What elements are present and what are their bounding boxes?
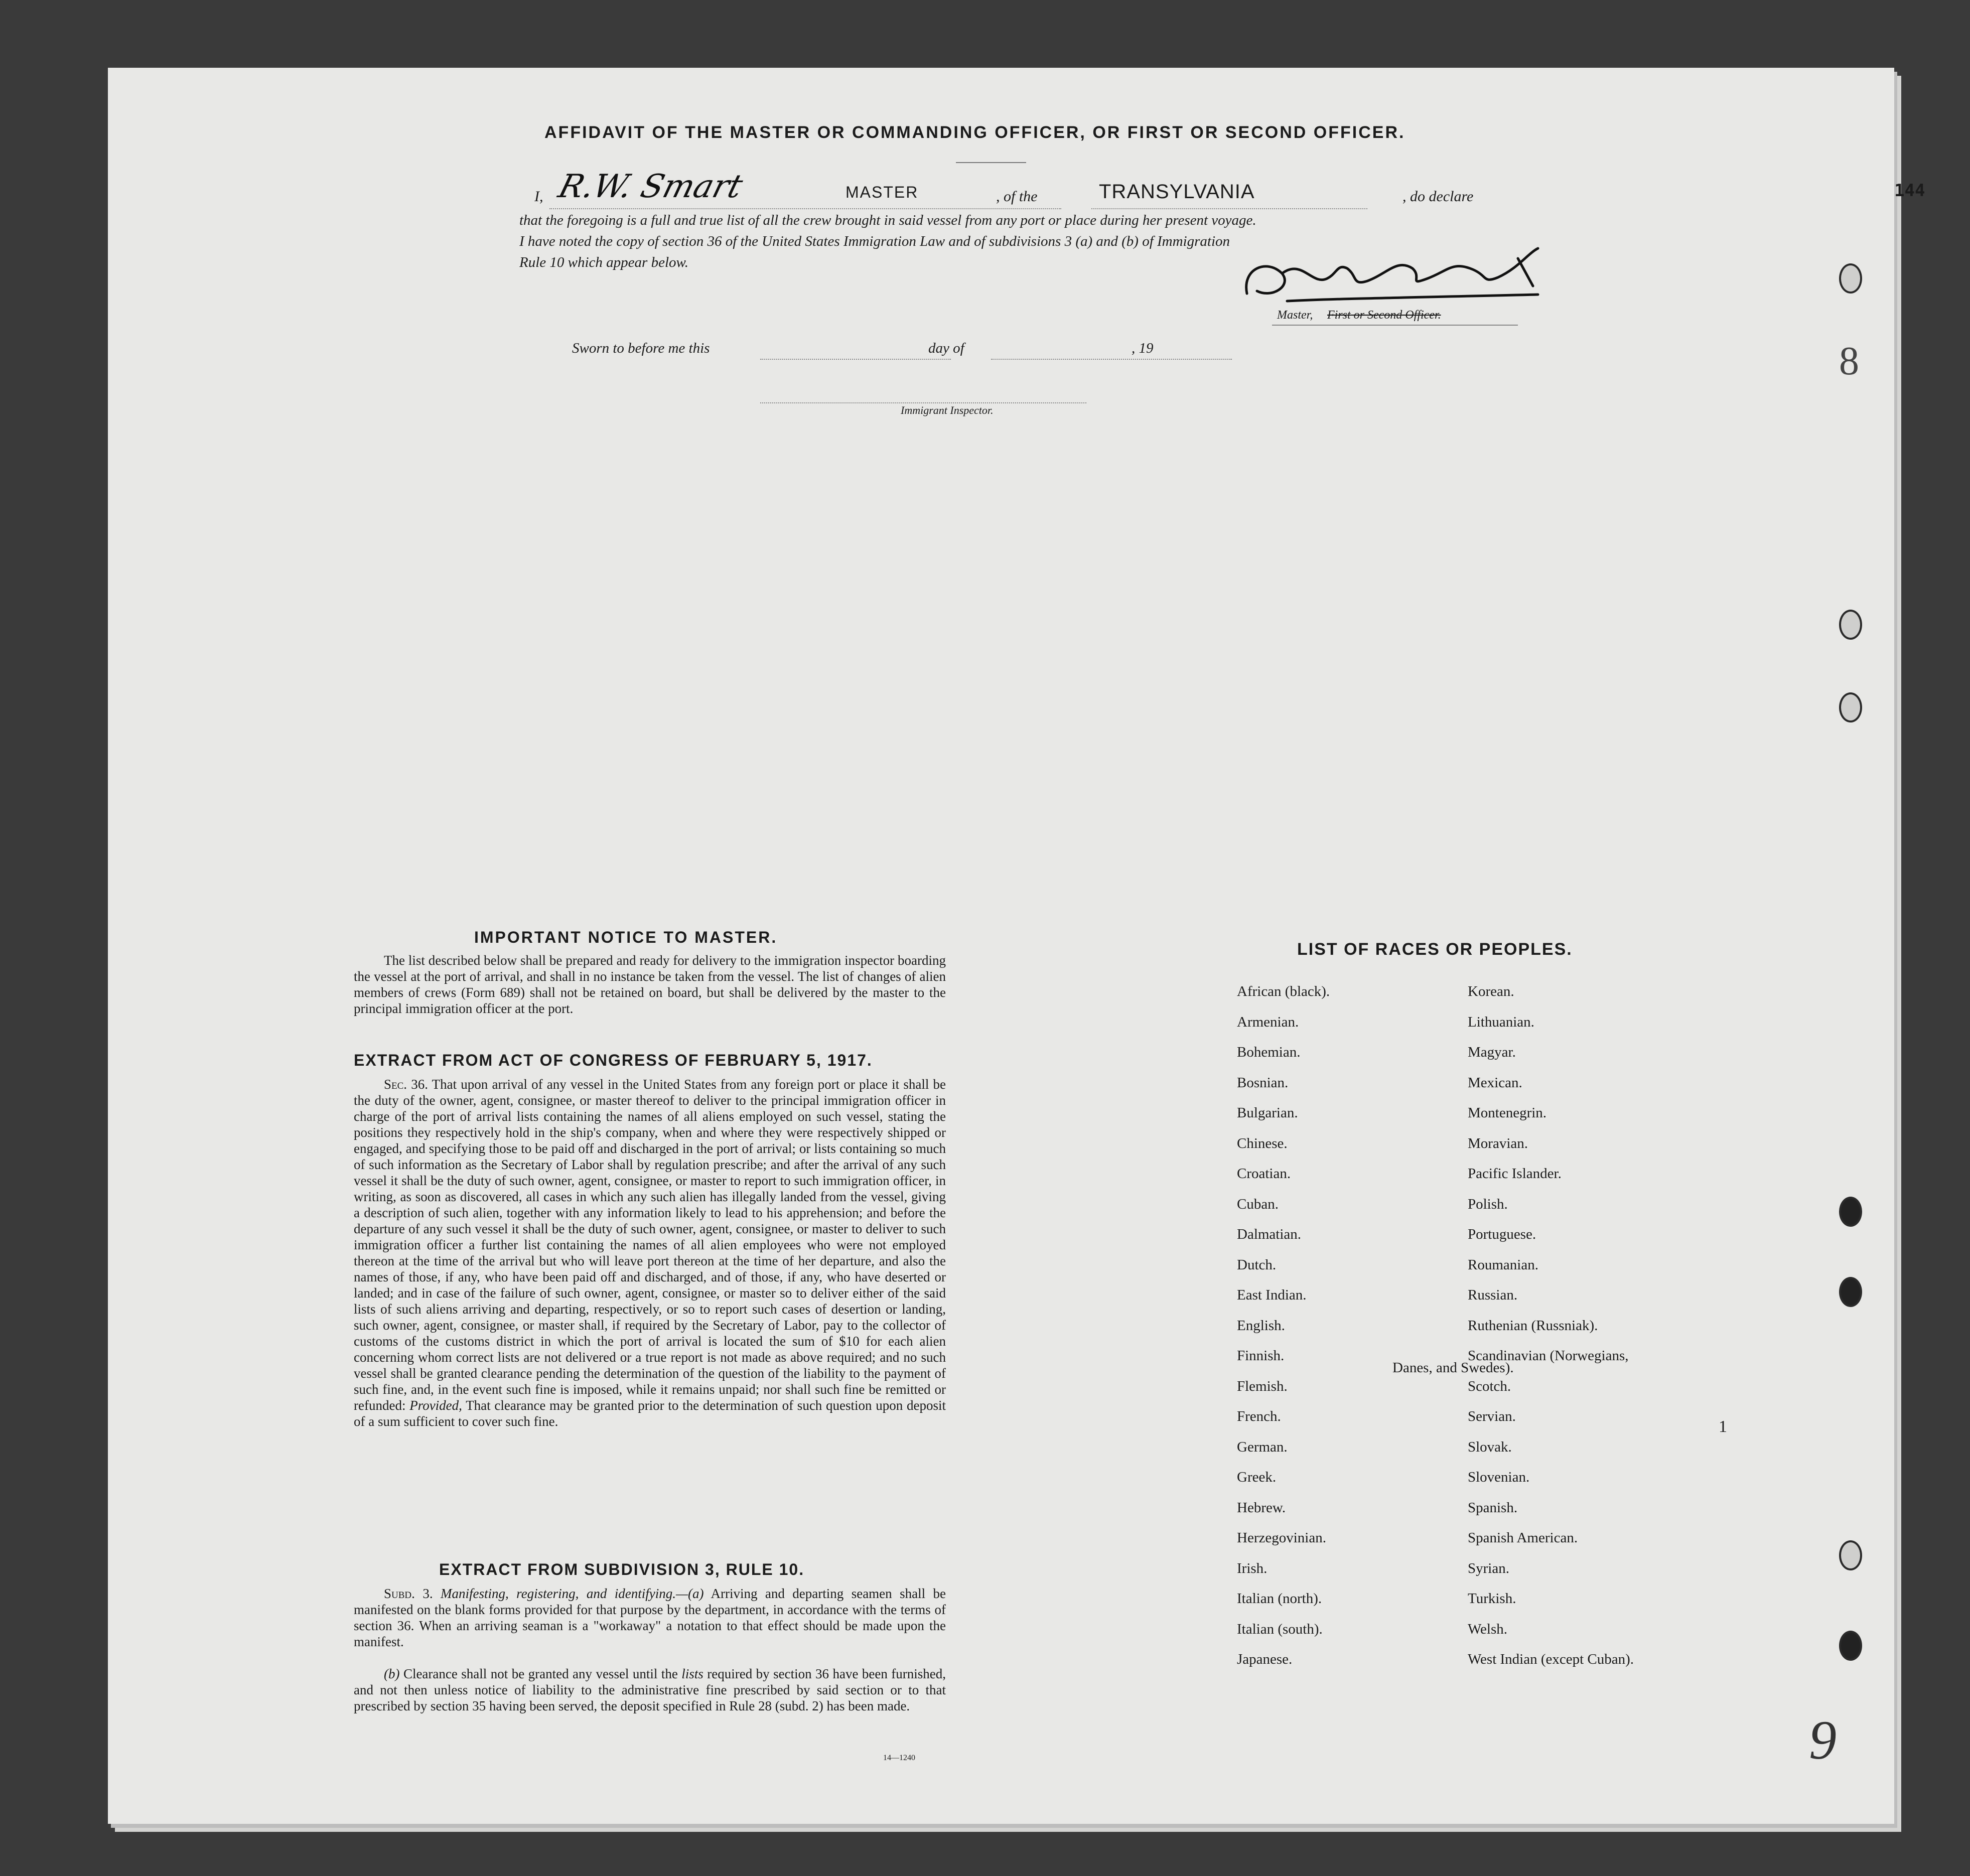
subd-title: Manifesting, registering, and identifying.—(a)	[441, 1586, 704, 1601]
race-item: Magyar.	[1468, 1044, 1516, 1060]
race-item: Bulgarian.	[1237, 1105, 1298, 1121]
day-of-label: day of	[928, 340, 964, 356]
race-item: Italian (north).	[1237, 1591, 1322, 1607]
race-item: Spanish.	[1468, 1499, 1518, 1516]
declare-label: , do declare	[1402, 188, 1474, 205]
race-item: Armenian.	[1237, 1014, 1299, 1030]
race-item: Ruthenian (Russniak).	[1468, 1317, 1598, 1334]
handwritten-mark: 9	[1809, 1709, 1837, 1771]
race-item: Slovak.	[1468, 1438, 1512, 1455]
para-b-text-2: required by section 36 have been furnished, and not then unless notice of liability to the administrative fine prescribed by said section or to that prescribed by section 35 having been served, the deposit specified in Rule 28 (subd. 2) has been made.	[354, 1666, 946, 1713]
sworn-label: Sworn to before me this	[572, 340, 710, 356]
race-item: Scandinavian (Norwegians,	[1468, 1348, 1629, 1364]
para-b-lists: lists	[681, 1666, 703, 1681]
race-item: Japanese.	[1237, 1651, 1293, 1667]
binder-hole-icon	[1839, 1631, 1862, 1661]
blank-line	[760, 401, 1086, 403]
affidavit-i: I,	[534, 188, 543, 205]
race-item: Hebrew.	[1237, 1499, 1286, 1516]
affidavit-line-4: Rule 10 which appear below.	[519, 254, 688, 270]
act-text-end: That clearance may be granted prior to the determination of such question upon deposit of a sum sufficient to cover such fine.	[354, 1398, 946, 1429]
race-item: English.	[1237, 1317, 1285, 1334]
rank-value: MASTER	[846, 183, 919, 201]
race-item: Irish.	[1237, 1560, 1268, 1576]
race-item: Lithuanian.	[1468, 1014, 1534, 1030]
race-item: Moravian.	[1468, 1135, 1528, 1151]
subd-label: Subd. 3.	[384, 1586, 433, 1601]
race-item: Flemish.	[1237, 1378, 1288, 1394]
signature-label-officer: First or Second Officer.	[1327, 309, 1441, 322]
blank-line	[760, 358, 951, 360]
signature-label-master: Master,	[1277, 309, 1313, 322]
binder-hole-icon	[1839, 1540, 1862, 1570]
race-item: Roumanian.	[1468, 1256, 1538, 1273]
section-label: Sec. 36.	[384, 1077, 428, 1092]
act-body	[354, 1076, 946, 1429]
ship-name: TRANSYLVANIA	[1099, 181, 1255, 203]
affidavit-line-2: that the foregoing is a full and true list of all the crew brought in said vessel from any port or place during her present voyage.	[519, 212, 1256, 228]
race-item: Mexican.	[1468, 1074, 1522, 1091]
race-item: African (black).	[1237, 983, 1330, 999]
race-item: French.	[1237, 1408, 1281, 1424]
affidavit-line-3: I have noted the copy of section 36 of the United States Immigration Law and of subdivisions 3 (a) and (b) of Immigration	[519, 233, 1230, 249]
form-number: 14—1240	[883, 1754, 915, 1762]
race-item: West Indian (except Cuban).	[1468, 1651, 1634, 1667]
race-item: Montenegrin.	[1468, 1105, 1547, 1121]
act-text: That upon arrival of any vessel in the United States from any foreign port or place it shall be the duty of the owner, agent, consignee, or master thereof to deliver to the principal immigration officer in charge of the port of arrival lists containing the names of all aliens employed on such vessel, stating the positions they respectively hold in the ship's company, when and where they were respectively shipped or engaged, and specifying those to be paid off and discharged in the port of arrival; or lists containing so much of such information as the Secretary of Labor shall by regulation prescribe; and after the arrival of any such vessel it shall be the duty of such owner, agent, consignee, or master to report to such immigration officer, in writing, as soon as discovered, all cases in which any such alien has illegally landed from the vessel, giving a description of such alien, together with any information likely to lead to his apprehension; and before the departure of any such vessel it shall be the duty of such owner, agent, consignee, or master to deliver to such immigration officer a further list containing the names of all alien employees who were not employed thereon at the time of the arrival but who will leave port thereon at the time of her departure, and also the names of those, if any, who have been paid off and discharged, and of those, if any, who have deserted or landed; and in case of the failure of such owner, agent, consignee, or master so to deliver either of the said lists of such aliens arriving and departing, respectively, or so to report such cases of desertion or landing, such owner, agent, consignee, or master shall, if required by the Secretary of Labor, pay to the collector of customs of the customs district in which the port of arrival is located the sum of $10 for each alien concerning whom correct lists are not delivered or a true report is not made as above required; and no such vessel shall be granted clearance pending the determination of the question of the liability to the payment of such fine, and, in the event such fine is imposed, while it remains unpaid; nor shall such fine be remitted or refunded:	[354, 1077, 946, 1413]
race-item: Herzegovinian.	[1237, 1530, 1326, 1546]
handwritten-name: R.W. Smart	[554, 168, 747, 205]
notice-body: The list described below shall be prepared and ready for delivery to the immigration inspector boarding the vessel at the port of arrival, and shall in no instance be taken from the vessel. The list of changes of alien members of crews (Form 689) shall not be retained on board, but shall be delivered by the master to the principal immigration officer at the port.	[354, 953, 946, 1016]
race-item: Slovenian.	[1468, 1469, 1530, 1485]
race-item: Finnish.	[1237, 1348, 1285, 1364]
handwritten-mark: 8	[1839, 339, 1859, 383]
notice-title: IMPORTANT NOTICE TO MASTER.	[474, 928, 778, 946]
act-title: EXTRACT FROM ACT OF CONGRESS OF FEBRUARY 5, 1917.	[354, 1051, 873, 1069]
rule-para-b	[354, 1666, 946, 1714]
race-item: Italian (south).	[1237, 1621, 1323, 1637]
race-item: Croatian.	[1237, 1166, 1291, 1182]
para-a-text: Arriving and departing seamen shall be manifested on the blank forms provided for that purpose by the department, in accordance with the terms of section 36. When an arriving seaman is a "workaway" a notation to that effect should be made upon the manifest.	[354, 1586, 946, 1649]
race-item: East Indian.	[1237, 1287, 1307, 1303]
race-item: Scotch.	[1468, 1378, 1511, 1394]
race-item: Syrian.	[1468, 1560, 1509, 1576]
race-item: Greek.	[1237, 1469, 1277, 1485]
race-item: Bosnian.	[1237, 1074, 1289, 1091]
race-item: German.	[1237, 1438, 1288, 1455]
race-item: Spanish American.	[1468, 1530, 1578, 1546]
race-item: Korean.	[1468, 983, 1514, 999]
race-item: Dalmatian.	[1237, 1226, 1302, 1242]
affidavit-title: AFFIDAVIT OF THE MASTER OR COMMANDING OFFICER, OR FIRST OR SECOND OFFICER.	[544, 123, 1405, 142]
race-item: Servian.	[1468, 1408, 1516, 1424]
binder-hole-icon	[1839, 1197, 1862, 1227]
blank-line	[549, 207, 1061, 209]
binder-hole-icon	[1839, 692, 1862, 723]
year-label: , 19	[1132, 340, 1154, 356]
page-number: 144	[1894, 181, 1925, 201]
handwritten-mark: 1	[1719, 1417, 1727, 1436]
para-b-text-1: Clearance shall not be granted any vessel until the	[403, 1666, 678, 1681]
race-item: Russian.	[1468, 1287, 1518, 1303]
of-the-label: , of the	[996, 188, 1038, 205]
binder-hole-icon	[1839, 1277, 1862, 1307]
provided-label: Provided,	[409, 1398, 462, 1413]
title-rule	[956, 162, 1026, 163]
rule-title: EXTRACT FROM SUBDIVISION 3, RULE 10.	[439, 1560, 805, 1578]
race-item: Polish.	[1468, 1196, 1508, 1212]
document-page	[108, 68, 1925, 1824]
signature-rule	[1272, 325, 1518, 326]
b-label: (b)	[384, 1666, 400, 1681]
blank-line	[1091, 207, 1367, 209]
blank-line	[991, 358, 1232, 360]
races-title: LIST OF RACES OR PEOPLES.	[1297, 940, 1573, 959]
master-signature	[1237, 238, 1588, 314]
race-item: Bohemian.	[1237, 1044, 1301, 1060]
race-item: Pacific Islander.	[1468, 1166, 1562, 1182]
race-item: Turkish.	[1468, 1591, 1516, 1607]
race-item: Welsh.	[1468, 1621, 1508, 1637]
binder-hole-icon	[1839, 263, 1862, 294]
binder-hole-icon	[1839, 610, 1862, 640]
inspector-label: Immigrant Inspector.	[901, 404, 994, 416]
race-item: Portuguese.	[1468, 1226, 1536, 1242]
rule-para-a	[354, 1585, 946, 1650]
race-item: Chinese.	[1237, 1135, 1288, 1151]
race-item: Dutch.	[1237, 1256, 1277, 1273]
race-item: Cuban.	[1237, 1196, 1279, 1212]
race-scandinavian-cont: Danes, and Swedes).	[1392, 1360, 1514, 1376]
